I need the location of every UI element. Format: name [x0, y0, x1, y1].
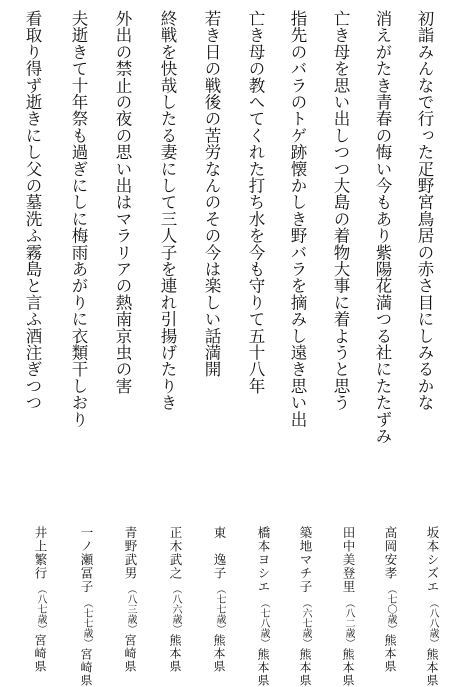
poet-prefecture: 宮崎県 — [123, 634, 137, 673]
poet-name: 坂本シズエ — [425, 526, 440, 594]
poem-text: 消えがたき青春の悔い今もあり紫陽花満つる社にたたずみ — [373, 10, 392, 445]
poet-name: 正木武之 — [168, 526, 183, 580]
poet-info — [104, 526, 140, 673]
poem-text: 亡き母の教へてくれた打ち水を今も守りて五十八年 — [246, 10, 265, 395]
poet-info — [364, 526, 400, 673]
poet-info — [322, 526, 358, 687]
poet-prefecture: 熊本県 — [212, 634, 226, 673]
poet-age: （七七歳） — [214, 584, 225, 634]
poet-prefecture: 熊本県 — [383, 634, 397, 673]
poem-entry — [14, 0, 50, 673]
poet-prefecture: 宮崎県 — [79, 647, 93, 687]
poet-info — [14, 526, 50, 673]
poet-age: （八二歳） — [343, 597, 354, 648]
poem-entry — [237, 0, 273, 687]
poet-info — [279, 526, 315, 687]
poet-prefecture: 宮崎県 — [33, 634, 47, 673]
poet-prefecture: 熊本県 — [298, 647, 312, 687]
poet-name: 築地マチ子 — [298, 526, 313, 594]
poet-info — [60, 526, 96, 687]
poet-prefecture: 熊本県 — [256, 647, 270, 687]
poem-entry — [104, 0, 140, 673]
poet-prefecture: 熊本県 — [341, 647, 355, 687]
poem-entry — [406, 0, 442, 687]
poet-age: （六七歳） — [300, 597, 311, 648]
poet-prefecture: 熊本県 — [425, 647, 439, 687]
poem-text: 夫逝きて十年祭も過ぎにしに梅雨あがりに衣類干しおり — [69, 10, 88, 428]
poem-entry — [149, 0, 185, 673]
poet-age: （八三歳） — [125, 584, 136, 634]
poet-age: （八六歳） — [170, 584, 181, 634]
poem-entry — [193, 0, 229, 673]
poem-text: 初詣みんなで行った疋野宮鳥居の赤さ目にしみるかな — [415, 10, 434, 411]
poet-info — [149, 526, 185, 673]
poet-name: 田中美登里 — [341, 526, 356, 594]
poem-entry — [279, 0, 315, 687]
poet-name: 東 逸子 — [212, 526, 227, 580]
poet-info — [193, 526, 229, 673]
poem-entry — [322, 0, 358, 687]
poet-name: 高岡安孝 — [383, 526, 398, 580]
poem-text: 若き日の戦後の苦労なんのその今は楽しい話満開 — [202, 10, 221, 378]
poem-text: 終戦を快哉したる妻にして三人子を連れ引揚げたりき — [158, 10, 177, 411]
poet-name: 橋本ヨシエ — [256, 526, 271, 594]
poet-age: （七八歳） — [258, 597, 269, 648]
poet-name: 一ノ瀬冨子 — [79, 526, 94, 594]
poet-age: （七〇歳） — [385, 584, 396, 634]
poem-entry — [60, 0, 96, 687]
poet-name: 青野武男 — [123, 526, 138, 580]
poem-text: 亡き母を思い出しつつ大島の着物大事に着ようと思う — [331, 10, 350, 411]
poet-info — [406, 526, 442, 687]
poem-text: 指先のバラのトゲ跡懐かしき野バラを摘みし遠き思い出 — [288, 10, 307, 428]
poet-age: （八七歳） — [35, 584, 46, 634]
poet-age: （七七歳） — [81, 597, 92, 648]
poem-entry — [364, 0, 400, 673]
poet-prefecture: 熊本県 — [168, 634, 182, 673]
poet-name: 井上繁行 — [33, 526, 48, 580]
poet-info — [237, 526, 273, 687]
poem-text: 看取り得ず逝きにし父の墓洗ふ霧島と言ふ酒注ぎつつ — [23, 10, 42, 411]
poem-text: 外出の禁止の夜の思い出はマラリアの熱南京虫の害 — [113, 10, 132, 395]
poet-age: （八八歳） — [427, 597, 438, 648]
